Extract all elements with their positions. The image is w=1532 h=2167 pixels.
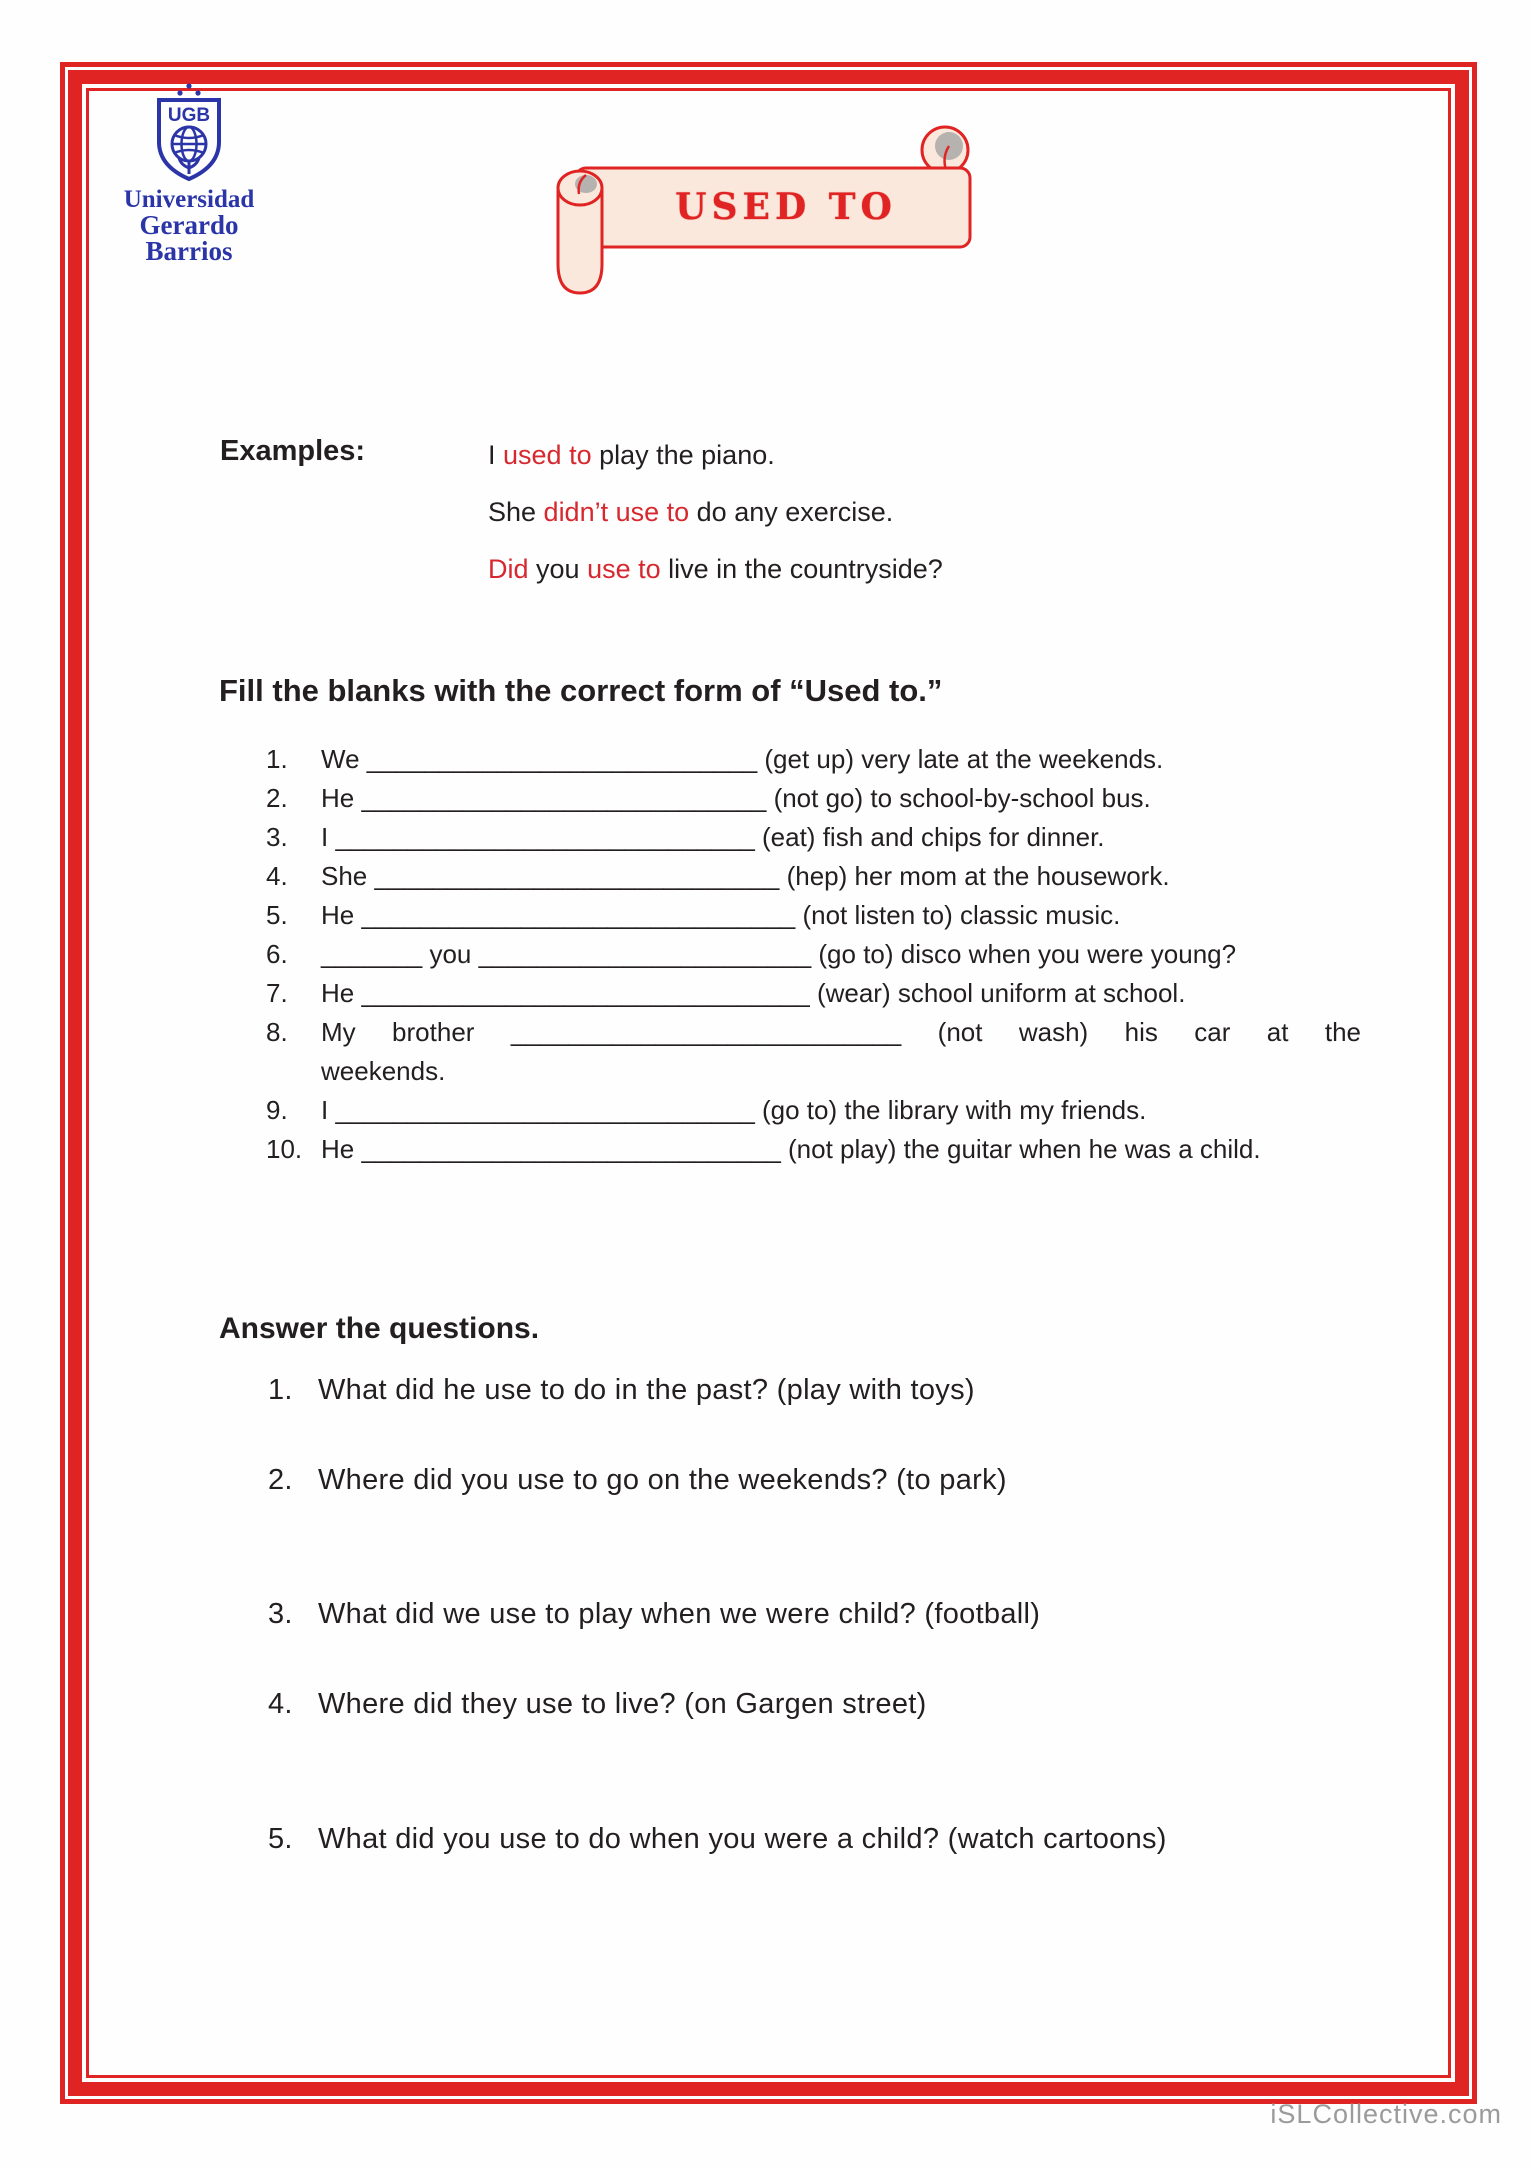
item-number: 3. [266,822,288,852]
item-text-line1: My brother ___________________________ (not wash) his car at the [321,1017,1361,1047]
item-text: _______ you _______________________ (go to) disco when you were young? [321,939,1237,969]
item-text: We ___________________________ (get up) very late at the weekends. [321,744,1164,774]
question-item [268,1819,1373,1859]
item-text: He ____________________________ (not go) to school-by-school bus. [321,783,1151,813]
fill-blank-item [266,857,1361,896]
university-logo [103,82,275,264]
fill-blank-item [266,779,1361,818]
item-text-line2: weekends. [321,1056,446,1086]
question-text: Where did you use to go on the weekends? (to park) [318,1464,1007,1496]
plain-text: play the piano. [591,440,775,470]
logo-abbr-text: UGB [167,105,211,126]
question-number: 1. [268,1374,293,1406]
item-number: 9. [266,1095,288,1125]
examples-label: Examples: [220,435,366,467]
item-number: 4. [266,861,288,891]
logo-university-line2: Gerardo Barrios [139,210,239,266]
item-number: 2. [266,783,288,813]
answer-questions-heading: Answer the questions. [219,1312,540,1345]
item-number: 10. [266,1134,303,1164]
highlight-red-text: didn’t use to [543,497,690,527]
item-text: I _____________________________ (eat) fish and chips for dinner. [321,822,1105,852]
fill-blank-item [266,740,1361,779]
item-number: 8. [266,1017,288,1047]
watermark: iSLCollective.com [1270,2099,1502,2129]
plain-text: you [528,554,588,584]
fill-blank-item [266,818,1361,857]
questions-list [268,1370,1373,1859]
item-number: 7. [266,978,288,1008]
item-text: He ______________________________ (not listen to) classic music. [321,900,1121,930]
question-text: What did we use to play when we were child? (football) [318,1598,1041,1630]
item-number: 1. [266,744,288,774]
plain-text: do any exercise. [689,497,894,527]
example-sentence [488,552,943,586]
item-text: I _____________________________ (go to) the library with my friends. [321,1095,1147,1125]
question-item [268,1370,1373,1410]
highlight-red-text: use to [587,554,661,584]
question-text: What did you use to do when you were a child? (watch cartoons) [318,1823,1167,1855]
question-number: 4. [268,1688,293,1720]
item-number: 5. [266,900,288,930]
examples-lines [488,438,943,609]
question-number: 2. [268,1464,293,1496]
fill-blank-item [266,974,1361,1013]
item-text: He _____________________________ (not play) the guitar when he was a child. [321,1134,1261,1164]
fill-blank-item [266,1091,1361,1130]
item-text [321,1013,1361,1091]
item-text: She ____________________________ (hep) her mom at the housework. [321,861,1170,891]
plain-text: live in the countryside? [660,554,943,584]
question-text: What did he use to do in the past? (play with toys) [318,1374,975,1406]
fill-blanks-heading: Fill the blanks with the correct form of “Used to.” [219,673,943,708]
fill-blank-item [266,1013,1361,1091]
question-item [268,1684,1373,1724]
example-sentence [488,438,943,472]
fill-list [266,740,1361,1169]
item-text: He _______________________________ (wear) school uniform at school. [321,978,1186,1008]
fill-blank-item [266,935,1361,974]
question-number: 5. [268,1823,293,1855]
highlight-red-text: Did [488,554,529,584]
title-banner [556,124,980,298]
item-number: 6. [266,939,288,969]
example-sentence [488,495,943,529]
question-item [268,1594,1373,1634]
plain-text: She [488,497,544,527]
highlight-red-text: used to [503,440,592,470]
question-text: Where did they use to live? (on Gargen street) [318,1688,927,1720]
worksheet-title: USED TO [675,186,897,228]
fill-blank-item [266,1130,1361,1169]
plain-text: I [488,440,504,470]
question-item [268,1460,1373,1500]
logo-university-line1: Universidad [123,186,255,213]
ugb-shield-icon [149,82,229,184]
question-number: 3. [268,1598,293,1630]
fill-blank-item [266,896,1361,935]
